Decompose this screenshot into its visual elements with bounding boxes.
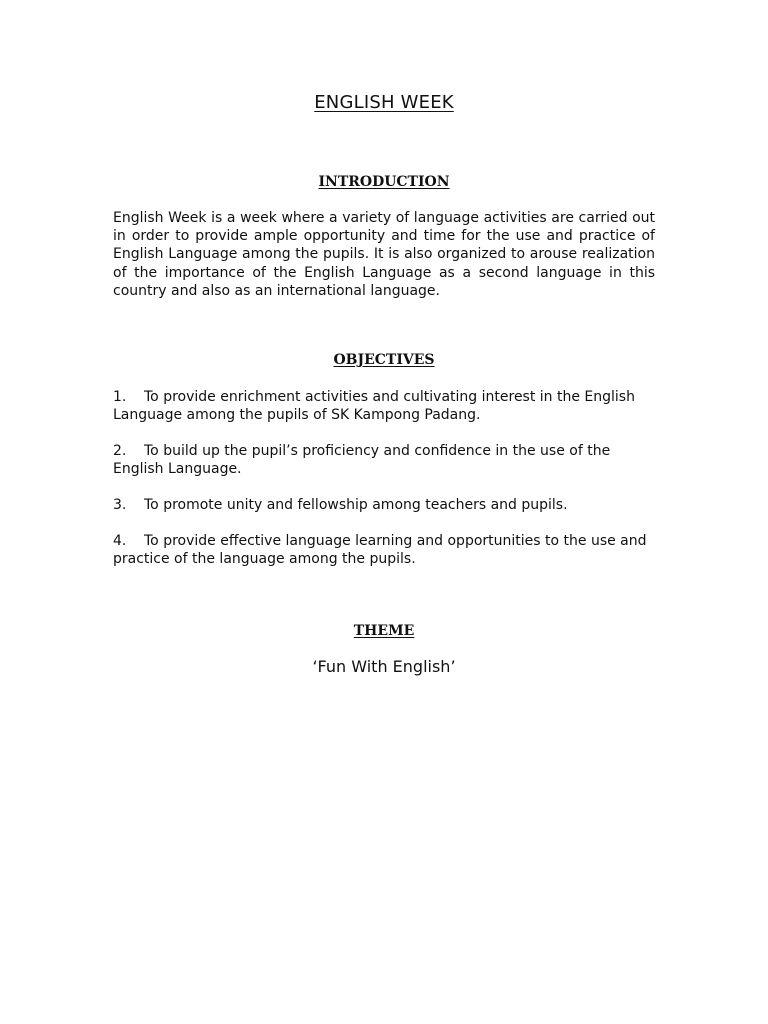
objective-number: 3.	[113, 497, 127, 513]
objective-text: To promote unity and fellowship among teachers and pupils.	[144, 497, 568, 513]
objectives-list	[113, 388, 658, 586]
objective-number: 4.	[113, 532, 127, 549]
theme-heading: THEME	[353, 623, 415, 639]
objective-item	[113, 532, 658, 568]
theme-text: ‘Fun With English’	[312, 657, 456, 676]
introduction-heading: INTRODUCTION	[318, 174, 450, 190]
introduction-paragraph: English Week is a week where a variety of language activities are carried out in order to provide ample opportunity and time for the use and practice of English Language among the pupils. It is also organized to arouse realization of the importance of the English Language as a second language in this country and also as an international language.	[113, 210, 655, 299]
objective-text: To build up the pupil’s proficiency and confidence in the use of the English Language.	[113, 443, 611, 478]
objective-number: 2.	[113, 443, 127, 459]
objective-item	[113, 388, 658, 424]
objective-text: To provide effective language learning and opportunities to the use and practice of the language among the pupils.	[113, 532, 647, 567]
objectives-heading: OBJECTIVES	[333, 352, 435, 368]
objective-item	[113, 442, 658, 478]
document-title: ENGLISH WEEK	[314, 92, 454, 113]
objective-number: 1.	[113, 389, 127, 405]
objective-text: To provide enrichment activities and cultivating interest in the English Language among the pupils of SK Kampong Padang.	[113, 389, 635, 424]
objective-item	[113, 496, 658, 514]
